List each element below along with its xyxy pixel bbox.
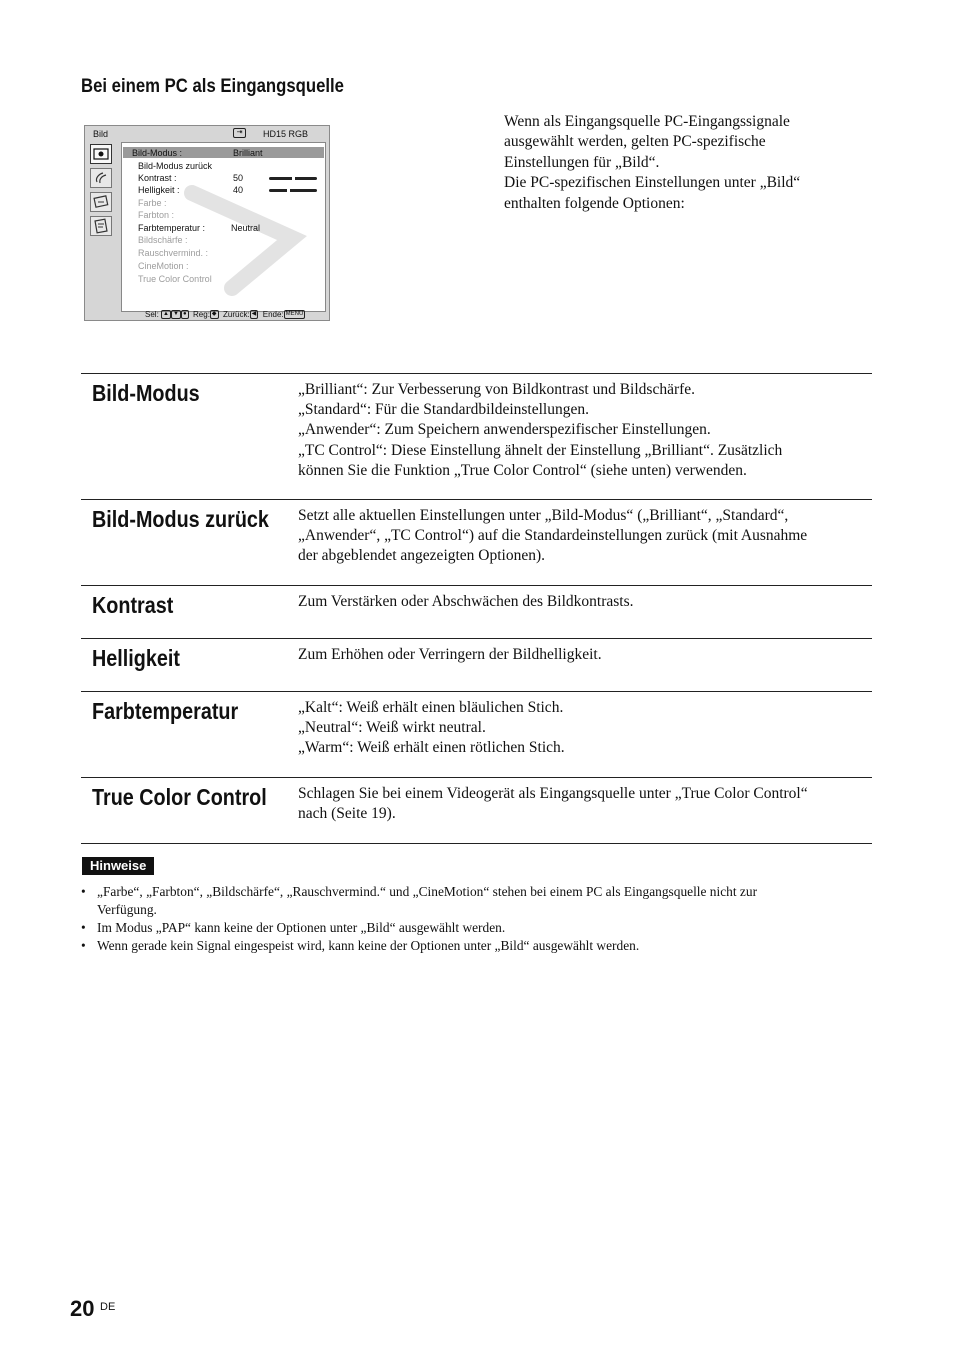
desc-line: Zum Erhöhen oder Verringern der Bildhelligkeit. bbox=[298, 646, 602, 663]
note-line: Im Modus „PAP“ kann keine der Optionen unter „Bild“ ausgewählt werden. bbox=[97, 920, 506, 935]
adjust-icon: ◆ bbox=[211, 311, 217, 318]
osd-row-bild-modus: Bild-Modus : bbox=[132, 148, 183, 158]
note-line: „Farbe“, „Farbton“, „Bildschärfe“, „Rauschvermind.“ und „CineMotion“ stehen bei einem PC als Eingangsquelle nicht zur bbox=[97, 884, 758, 899]
desc-line: „Standard“: Für die Standardbildeinstellungen. bbox=[298, 401, 589, 419]
footer-end-label: Ende: bbox=[262, 310, 284, 319]
intro-text bbox=[504, 112, 864, 214]
osd-row-farbtemperatur: Farbtemperatur : bbox=[138, 223, 206, 233]
desc-line: „Neutral“: Weiß wirkt neutral. bbox=[298, 719, 486, 737]
notes-label: Hinweise bbox=[82, 857, 154, 875]
osd-row-helligkeit: Helligkeit : bbox=[138, 185, 180, 195]
settings-icon bbox=[90, 216, 112, 236]
osd-panel bbox=[121, 142, 326, 312]
note-line: Verfügung. bbox=[97, 902, 157, 917]
screen-icon bbox=[90, 192, 112, 212]
notes-list bbox=[81, 883, 871, 955]
osd-title: Bild bbox=[93, 129, 109, 139]
osd-value-farbtemperatur: Neutral bbox=[231, 223, 261, 233]
row-title: Bild-Modus bbox=[92, 380, 200, 406]
osd-row-kontrast: Kontrast : bbox=[138, 173, 177, 183]
osd-row-bildschaerfe: Bildschärfe : bbox=[138, 235, 188, 245]
intro-line: enthalten folgende Optionen: bbox=[504, 194, 685, 212]
kontrast-slider bbox=[269, 177, 317, 180]
desc-line: „Anwender“: Zum Speichern anwenderspezifischer Einstellungen. bbox=[298, 421, 711, 439]
row-title: Helligkeit bbox=[92, 645, 180, 671]
footer-sel-label: Sel: bbox=[145, 310, 159, 319]
note-item bbox=[81, 919, 871, 937]
menu-key-icon: MENU bbox=[285, 311, 304, 318]
osd-input-label: HD15 RGB bbox=[263, 129, 309, 139]
osd-footer bbox=[145, 310, 305, 319]
desc-line: nach (Seite 19). bbox=[298, 805, 396, 823]
row-description bbox=[298, 380, 872, 481]
note-line: Wenn gerade kein Signal eingespeist wird, kann keine der Optionen unter „Bild“ ausgewählt werden. bbox=[97, 938, 640, 953]
table-row bbox=[81, 499, 872, 586]
arrow-up-icon: ▲ bbox=[163, 311, 169, 318]
intro-line: Die PC-spezifischen Einstellungen unter „Bild“ bbox=[504, 174, 801, 192]
kontrast-slider-thumb bbox=[292, 176, 295, 181]
row-description bbox=[298, 592, 872, 612]
osd-value-bild-modus: Brilliant bbox=[233, 148, 263, 158]
desc-line: „Anwender“, „TC Control“) auf die Standardeinstellungen zurück (mit Ausnahme bbox=[298, 527, 808, 545]
desc-line: „Warm“: Weiß erhält einen rötlichen Stich. bbox=[298, 739, 565, 757]
page-language: DE bbox=[100, 1301, 116, 1313]
footer-back-label: Zurück: bbox=[223, 310, 250, 319]
helligkeit-slider-thumb bbox=[287, 188, 290, 193]
arrow-left-icon: ◀ bbox=[251, 311, 257, 318]
osd-row-rauschvermind: Rauschvermind. : bbox=[138, 248, 209, 258]
row-title: True Color Control bbox=[92, 784, 267, 810]
table-row bbox=[81, 373, 872, 500]
intro-line: Wenn als Eingangsquelle PC-Eingangssignale bbox=[504, 113, 790, 130]
desc-line: Schlagen Sie bei einem Videogerät als Eingangsquelle unter „True Color Control“ bbox=[298, 785, 808, 802]
desc-line: „TC Control“: Diese Einstellung ähnelt der Einstellung „Brilliant“. Zusätzlich bbox=[298, 441, 783, 459]
osd-row-bild-modus-zurueck: Bild-Modus zurück bbox=[138, 161, 213, 171]
note-item bbox=[81, 937, 871, 955]
osd-value-helligkeit: 40 bbox=[233, 185, 244, 195]
row-description bbox=[298, 784, 872, 824]
osd-value-kontrast: 50 bbox=[233, 173, 244, 183]
picture-icon bbox=[90, 144, 112, 164]
page-number: 20 bbox=[70, 1296, 95, 1321]
table-row bbox=[81, 638, 872, 692]
sound-icon bbox=[90, 168, 112, 188]
row-title: Bild-Modus zurück bbox=[92, 506, 269, 532]
enter-icon: ● bbox=[182, 311, 187, 318]
osd-row-farbe: Farbe : bbox=[138, 198, 167, 208]
arrow-down-icon: ▼ bbox=[172, 311, 179, 318]
table-bottom-rule bbox=[81, 843, 872, 844]
table-row bbox=[81, 777, 872, 844]
row-title: Farbtemperatur bbox=[92, 698, 239, 724]
footer-reg-label: Reg: bbox=[193, 310, 210, 319]
osd-row-farbton: Farbton : bbox=[138, 210, 175, 220]
osd-row-true-color-control: True Color Control bbox=[138, 274, 212, 284]
input-icon: ⇥ bbox=[233, 128, 246, 138]
desc-line: Setzt alle aktuellen Einstellungen unter „Bild-Modus“ („Brilliant“, „Standard“, bbox=[298, 507, 789, 524]
row-description bbox=[298, 698, 872, 759]
row-description bbox=[298, 645, 872, 665]
desc-line: Zum Verstärken oder Abschwächen des Bildkontrasts. bbox=[298, 593, 634, 610]
desc-line: der abgeblendet angezeigten Optionen). bbox=[298, 547, 546, 565]
desc-line: „Brilliant“: Zur Verbesserung von Bildkontrast und Bildschärfe. bbox=[298, 381, 696, 398]
watermark-icon bbox=[172, 163, 322, 313]
osd-menu-screenshot bbox=[84, 125, 330, 321]
helligkeit-slider bbox=[269, 189, 317, 192]
osd-row-cinemotion: CineMotion : bbox=[138, 261, 189, 271]
desc-line: „Kalt“: Weiß erhält einen bläulichen Stich. bbox=[298, 699, 564, 716]
desc-line: können Sie die Funktion „True Color Control“ (siehe unten) verwenden. bbox=[298, 461, 747, 479]
row-title: Kontrast bbox=[92, 592, 174, 618]
section-heading: Bei einem PC als Eingangsquelle bbox=[81, 76, 344, 97]
intro-line: Einstellungen für „Bild“. bbox=[504, 153, 660, 171]
table-row bbox=[81, 585, 872, 639]
table-row bbox=[81, 691, 872, 778]
note-item bbox=[81, 883, 871, 919]
row-description bbox=[298, 506, 872, 567]
intro-line: ausgewählt werden, gelten PC-spezifische bbox=[504, 133, 766, 151]
